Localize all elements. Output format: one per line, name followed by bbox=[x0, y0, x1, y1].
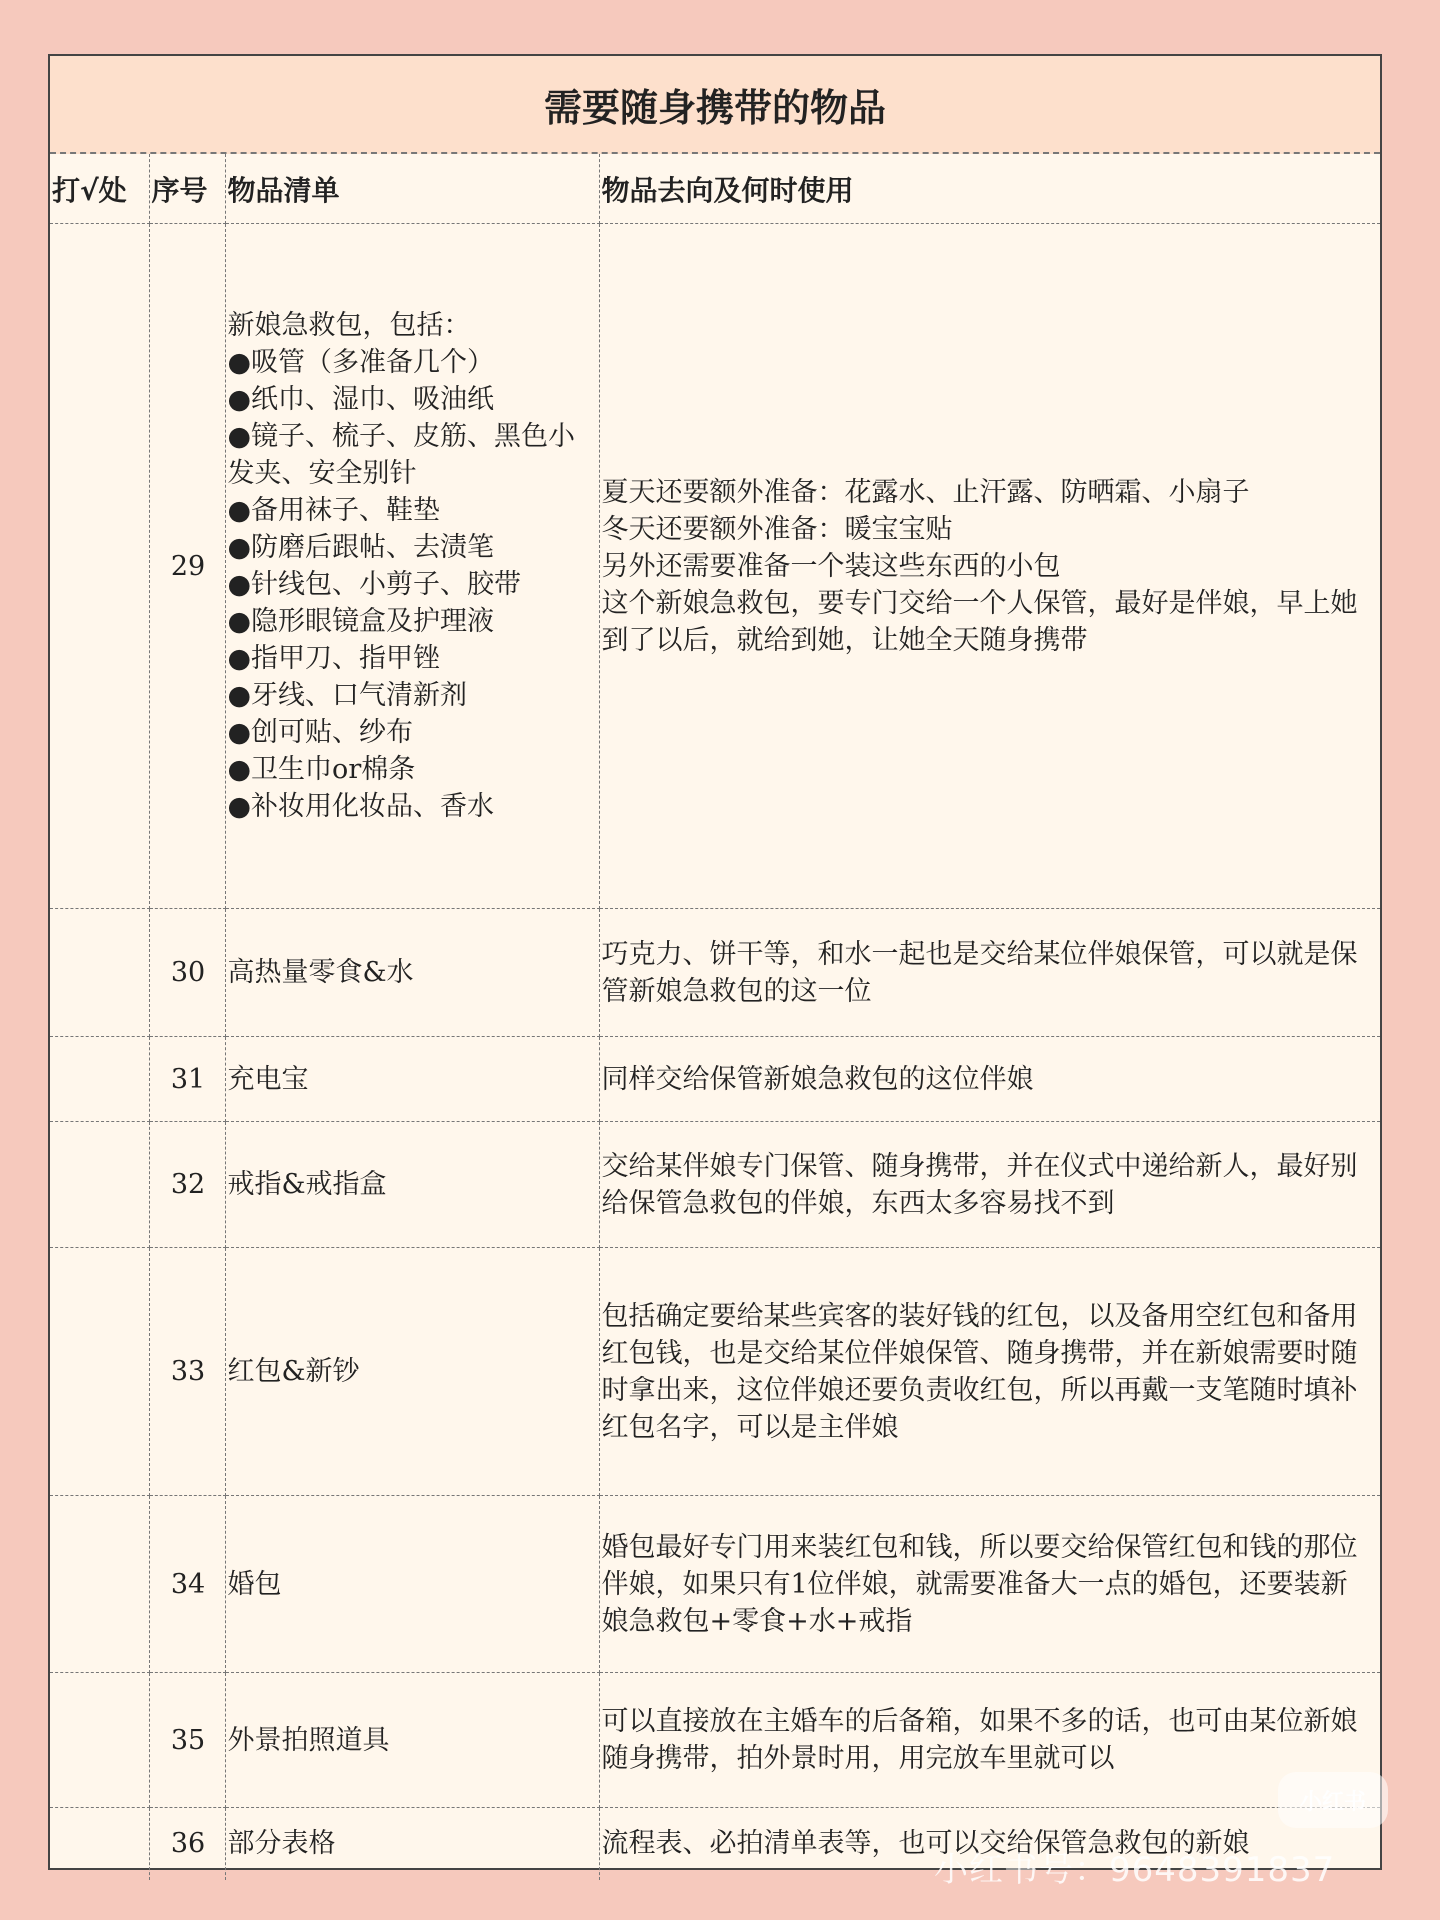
row-number: 34 bbox=[149, 1496, 225, 1673]
usage-line: 夏天还要额外准备：花露水、止汗露、防晒霜、小扇子 bbox=[601, 476, 1250, 508]
check-cell[interactable] bbox=[50, 1808, 149, 1880]
checklist-sheet bbox=[48, 54, 1382, 1870]
row-number: 35 bbox=[149, 1673, 225, 1808]
check-cell[interactable] bbox=[50, 1496, 149, 1673]
table-row bbox=[50, 224, 1380, 909]
item-cell bbox=[225, 224, 599, 909]
row-number: 31 bbox=[149, 1037, 225, 1122]
item-cell bbox=[225, 909, 599, 1037]
header-item: 物品清单 bbox=[225, 154, 599, 224]
table-row bbox=[50, 1673, 1380, 1808]
usage-cell bbox=[599, 224, 1380, 909]
item-line: ●针线包、小剪子、胶带 bbox=[227, 569, 522, 600]
item-line: 外景拍照道具 bbox=[227, 1724, 390, 1756]
table-row bbox=[50, 1248, 1380, 1496]
item-cell bbox=[225, 1248, 599, 1496]
items-table bbox=[50, 154, 1380, 1880]
usage-cell bbox=[599, 1496, 1380, 1673]
usage-line: 流程表、必拍清单表等，也可以交给保管急救包的新娘 bbox=[601, 1828, 1250, 1860]
item-cell bbox=[225, 1122, 599, 1248]
item-line: ●创可贴、纱布 bbox=[227, 717, 414, 748]
usage-cell bbox=[599, 1037, 1380, 1122]
item-line: 高热量零食&水 bbox=[227, 957, 414, 988]
item-cell bbox=[225, 1037, 599, 1122]
row-number: 32 bbox=[149, 1122, 225, 1248]
usage-line: 包括确定要给某些宾客的装好钱的红包，以及备用空红包和备用红包钱，也是交给某位伴娘保管、随身携带，并在新娘需要时随时拿出来，这位伴娘还要负责收红包，所以再戴一支笔随时填补红包名字，可以是主伴娘 bbox=[601, 1300, 1358, 1443]
check-cell[interactable] bbox=[50, 1673, 149, 1808]
header-row bbox=[50, 154, 1380, 224]
item-line: ●卫生巾or棉条 bbox=[227, 754, 416, 785]
item-cell bbox=[225, 1808, 599, 1880]
usage-line: 交给某伴娘专门保管、随身携带，并在仪式中递给新人，最好别给保管急救包的伴娘，东西太多容易找不到 bbox=[601, 1150, 1358, 1219]
usage-line: 同样交给保管新娘急救包的这位伴娘 bbox=[601, 1063, 1034, 1095]
item-line: ●隐形眼镜盒及护理液 bbox=[227, 606, 495, 637]
item-line: ●备用袜子、鞋垫 bbox=[227, 495, 441, 526]
check-cell[interactable] bbox=[50, 1037, 149, 1122]
item-cell bbox=[225, 1673, 599, 1808]
item-line: 部分表格 bbox=[227, 1828, 336, 1860]
table-row bbox=[50, 1496, 1380, 1673]
item-line: 戒指&戒指盒 bbox=[227, 1169, 387, 1200]
item-line: 红包&新钞 bbox=[227, 1356, 360, 1387]
header-usage: 物品去向及何时使用 bbox=[599, 154, 1380, 224]
usage-line: 可以直接放在主婚车的后备箱，如果不多的话，也可由某位新娘随身携带，拍外景时用，用完放车里就可以 bbox=[601, 1706, 1358, 1774]
item-line: ●补妆用化妆品、香水 bbox=[227, 791, 495, 822]
usage-line: 婚包最好专门用来装红包和钱，所以要交给保管红包和钱的那位伴娘，如果只有1位伴娘，就需要准备大一点的婚包，还要装新娘急救包+零食+水+戒指 bbox=[601, 1531, 1358, 1637]
item-line: ●牙线、口气清新剂 bbox=[227, 680, 468, 711]
row-number: 29 bbox=[149, 224, 225, 909]
item-cell bbox=[225, 1496, 599, 1673]
usage-line: 另外还需要准备一个装这些东西的小包 bbox=[601, 550, 1061, 582]
check-cell[interactable] bbox=[50, 909, 149, 1037]
usage-line: 冬天还要额外准备：暖宝宝贴 bbox=[601, 513, 953, 545]
row-number: 30 bbox=[149, 909, 225, 1037]
item-line: 婚包 bbox=[227, 1568, 282, 1600]
item-line: ●防磨后跟帖、去渍笔 bbox=[227, 532, 495, 563]
usage-line: 这个新娘急救包，要专门交给一个人保管，最好是伴娘，早上她到了以后，就给到她，让她全天随身携带 bbox=[601, 587, 1358, 656]
usage-line: 巧克力、饼干等，和水一起也是交给某位伴娘保管，可以就是保管新娘急救包的这一位 bbox=[601, 938, 1358, 1007]
item-line: 充电宝 bbox=[227, 1063, 309, 1095]
item-line: 新娘急救包，包括： bbox=[227, 310, 471, 341]
check-cell[interactable] bbox=[50, 1122, 149, 1248]
watermark-badge: 小红书 bbox=[1278, 1772, 1388, 1828]
row-number: 33 bbox=[149, 1248, 225, 1496]
header-number: 序号 bbox=[149, 154, 225, 224]
check-cell[interactable] bbox=[50, 1248, 149, 1496]
usage-cell bbox=[599, 1673, 1380, 1808]
item-line: ●纸巾、湿巾、吸油纸 bbox=[227, 384, 495, 415]
table-row bbox=[50, 1122, 1380, 1248]
row-number: 36 bbox=[149, 1808, 225, 1880]
item-line: ●镜子、梳子、皮筋、黑色小发夹、安全别针 bbox=[227, 421, 576, 489]
usage-cell bbox=[599, 1248, 1380, 1496]
item-line: ●吸管（多准备几个） bbox=[227, 347, 495, 378]
watermark-text: 小红书号：9648391837 bbox=[934, 1850, 1336, 1890]
check-cell[interactable] bbox=[50, 224, 149, 909]
usage-cell bbox=[599, 909, 1380, 1037]
header-check: 打√处 bbox=[50, 154, 149, 224]
table-body bbox=[50, 224, 1380, 1880]
usage-cell bbox=[599, 1122, 1380, 1248]
item-line: ●指甲刀、指甲锉 bbox=[227, 643, 441, 674]
table-row bbox=[50, 1037, 1380, 1122]
table-row bbox=[50, 909, 1380, 1037]
sheet-title: 需要随身携带的物品 bbox=[50, 56, 1380, 154]
